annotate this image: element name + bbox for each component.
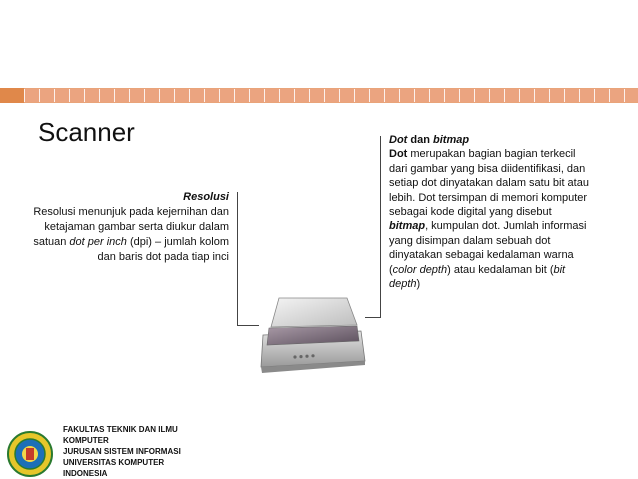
dot-bitmap-body — [389, 147, 589, 291]
right-connector-vertical — [380, 136, 381, 317]
footer-department: JURUSAN SISTEM INFORMASI — [63, 447, 181, 456]
institution-footer — [63, 424, 193, 479]
term-color-depth: color depth — [392, 263, 448, 276]
resolusi-callout — [30, 190, 229, 265]
left-connector-horizontal — [237, 325, 259, 326]
left-connector-vertical — [237, 192, 238, 325]
term-dot: Dot — [389, 148, 408, 161]
scanner-image — [257, 295, 367, 380]
footer-university: UNIVERSITAS KOMPUTER INDONESIA — [63, 458, 165, 478]
term-bitmap: bitmap — [389, 220, 426, 233]
body-part-4: ) — [416, 278, 421, 291]
resolusi-text-2: (dpi) – jumlah kolom dan baris dot pada tiap inci — [97, 236, 229, 263]
body-part-1: merupakan bagian bagian terkecil dari gambar yang bisa diidentifikasi, dan setiap dot dinyatakan dalam satu bit atau lebih. Dot tersimpan di memori komputer sebagai kode digital yang disebut — [389, 148, 589, 219]
resolusi-heading: Resolusi — [183, 191, 229, 203]
heading-bitmap: bitmap — [433, 134, 470, 146]
body-part-3: ) atau kedalaman bit ( — [447, 263, 554, 276]
university-logo — [6, 430, 54, 478]
right-connector-horizontal — [365, 317, 381, 318]
term-bit-depth: bit depth — [389, 263, 566, 291]
header-band — [0, 88, 638, 103]
resolusi-text-1: Resolusi menunjuk pada kejernihan dan ketajaman gambar serta diukur dalam satuan — [33, 206, 229, 248]
heading-and: dan — [407, 134, 433, 146]
header-band-border — [24, 88, 638, 103]
body-part-2: , kumpulan dot. Jumlah informasi yang disimpan dalam sebuah dot dinyatakan sebagai kedalaman warna ( — [389, 220, 587, 276]
header-band-accent — [0, 88, 24, 103]
resolusi-body — [30, 205, 229, 265]
dot-bitmap-heading — [389, 133, 589, 147]
resolusi-term-dpi: dot per inch — [69, 236, 127, 248]
footer-faculty: FAKULTAS TEKNIK DAN ILMU KOMPUTER — [63, 425, 178, 445]
heading-dot: Dot — [389, 134, 408, 146]
dot-bitmap-callout — [389, 133, 589, 291]
slide-title: Scanner — [38, 117, 135, 147]
